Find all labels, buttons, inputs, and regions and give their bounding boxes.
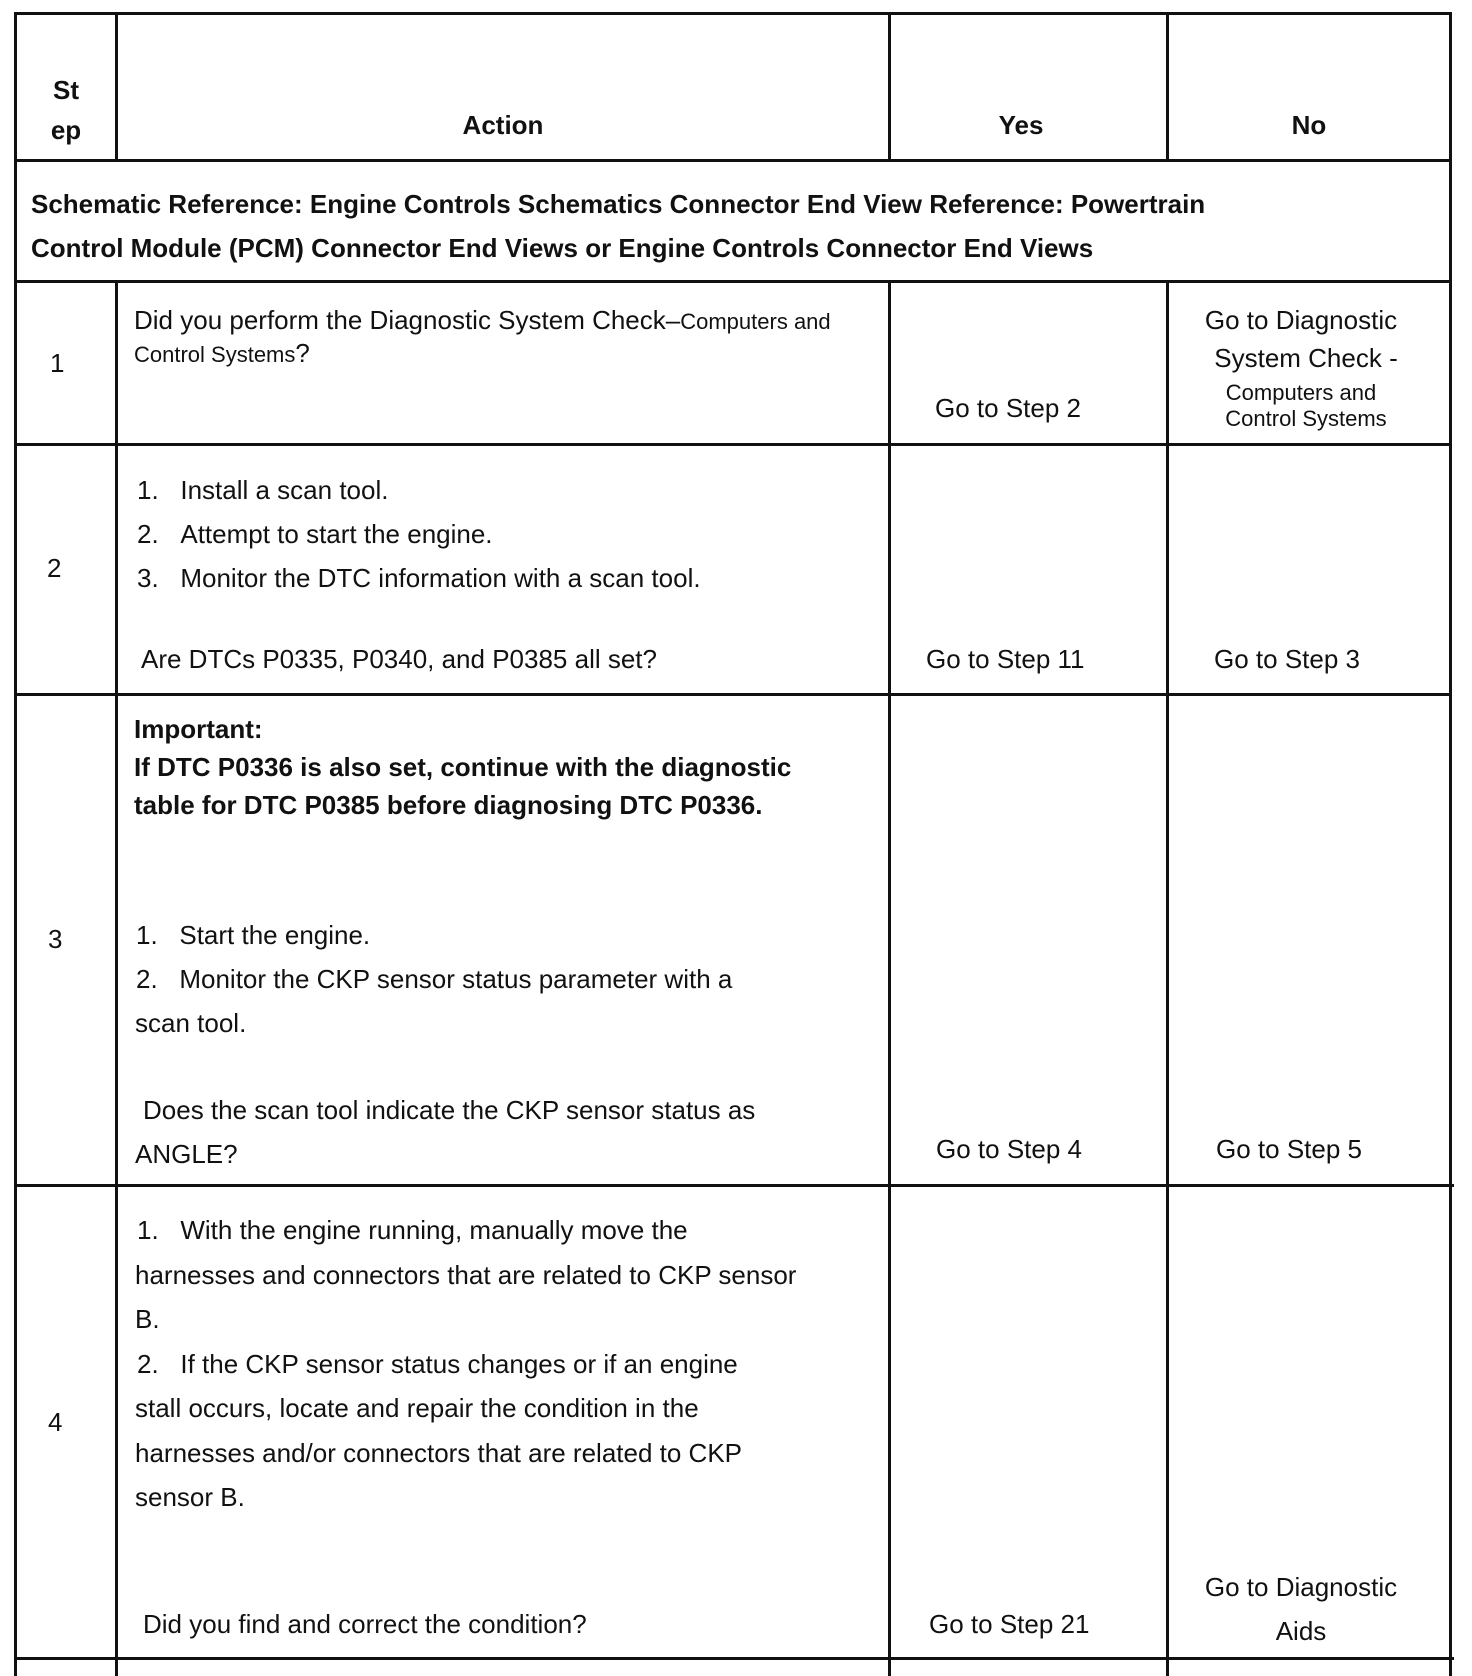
step4-line-7: sensor B. (135, 1482, 245, 1512)
table-rule-col1-body (115, 280, 118, 1676)
step-number-4: 4 (48, 1407, 63, 1437)
step3-important-line2: table for DTC P0385 before diagnosing DTC P0336. (134, 790, 763, 820)
step4-line-2: harnesses and connectors that are related to CKP sensor (135, 1259, 797, 1290)
step1-no-line1: Go to Diagnostic (1204, 305, 1398, 335)
step1-action-line1 (134, 304, 884, 338)
step4-action (135, 1208, 885, 1520)
step2-action (137, 468, 887, 600)
header-action: Action (462, 110, 544, 140)
step3-item-1: 1. Start the engine. (136, 920, 371, 950)
step3-item-2-cont: scan tool. (135, 1008, 247, 1038)
table-rule-header (14, 159, 1452, 162)
step1-no-line2: System Check - (1214, 343, 1398, 373)
step1-action-text: Did you perform the Diagnostic System Check– (134, 305, 681, 335)
step1-no-small2: Control Systems (1225, 406, 1387, 431)
step3-no: Go to Step 5 (1216, 1134, 1362, 1164)
step4-line-6: harnesses and/or connectors that are related to CKP (135, 1437, 743, 1468)
step4-line-5: stall occurs, locate and repair the condition in the (135, 1393, 699, 1423)
step2-question: Are DTCs P0335, P0340, and P0385 all set? (141, 644, 657, 674)
table-rule-right (1449, 12, 1452, 1676)
step3-question-line1: Does the scan tool indicate the CKP sensor status as (143, 1095, 756, 1125)
table-rule-row4 (14, 1657, 1454, 1660)
step2-yes: Go to Step 11 (926, 644, 1085, 674)
header-yes: Yes (998, 110, 1044, 140)
schematic-reference-line2: Control Module (PCM) Connector End Views or Engine Controls Connector End Views (31, 233, 1094, 263)
table-rule-row3 (14, 1184, 1454, 1187)
step3-question (135, 1088, 885, 1176)
schematic-reference (31, 182, 1441, 270)
step3-question-line2: ANGLE? (135, 1139, 238, 1169)
table-rule-col3-body (1166, 280, 1169, 1676)
step1-no (1169, 304, 1433, 432)
table-rule-reference (14, 280, 1452, 283)
step4-yes: Go to Step 21 (929, 1609, 1090, 1639)
step-number-1: 1 (50, 348, 65, 378)
step3-important-label: Important: (134, 714, 263, 744)
step1-action (134, 304, 884, 370)
header-step-line1: St (53, 75, 79, 105)
header-step (17, 70, 115, 150)
step3-item-2: 2. Monitor the CKP sensor status parameter with a (136, 964, 733, 994)
schematic-reference-line1: Schematic Reference: Engine Controls Schematics Connector End View Reference: Powertrain (31, 189, 1206, 219)
step1-action-small1: Computers and (680, 309, 831, 334)
step-number-2: 2 (47, 553, 62, 583)
step2-item-2: 2. Attempt to start the engine. (137, 519, 493, 549)
header-step-line2: ep (50, 115, 82, 145)
table-rule-row2 (14, 693, 1452, 696)
step1-action-q: ? (295, 338, 310, 368)
table-rule-left (14, 12, 17, 1676)
step2-item-1: 1. Install a scan tool. (137, 475, 389, 505)
step4-line-1: 1. With the engine running, manually move the (137, 1215, 688, 1245)
step3-important (134, 710, 884, 824)
table-rule-row1 (14, 443, 1452, 446)
step1-no-small1: Computers and (1225, 380, 1377, 405)
step4-question: Did you find and correct the condition? (143, 1609, 587, 1639)
step4-no-line1: Go to Diagnostic (1204, 1572, 1398, 1602)
step-number-3: 3 (48, 924, 63, 954)
step3-yes: Go to Step 4 (936, 1134, 1082, 1164)
step4-line-3: B. (135, 1304, 160, 1334)
step4-no-line2: Aids (1275, 1616, 1327, 1646)
step3-important-line1: If DTC P0336 is also set, continue with the diagnostic (134, 752, 792, 782)
step1-action-small2: Control Systems (134, 342, 296, 367)
header-no: No (1291, 110, 1327, 140)
step2-item-3: 3. Monitor the DTC information with a scan tool. (137, 563, 701, 593)
step1-yes: Go to Step 2 (935, 393, 1081, 423)
step4-line-4: 2. If the CKP sensor status changes or if an engine (137, 1348, 738, 1379)
step2-no: Go to Step 3 (1214, 644, 1360, 674)
step4-no (1169, 1565, 1433, 1653)
step3-steps (136, 913, 886, 1045)
step1-action-line2 (134, 338, 884, 370)
table-rule-top (14, 12, 1452, 15)
table-rule-col2-body (888, 280, 891, 1676)
